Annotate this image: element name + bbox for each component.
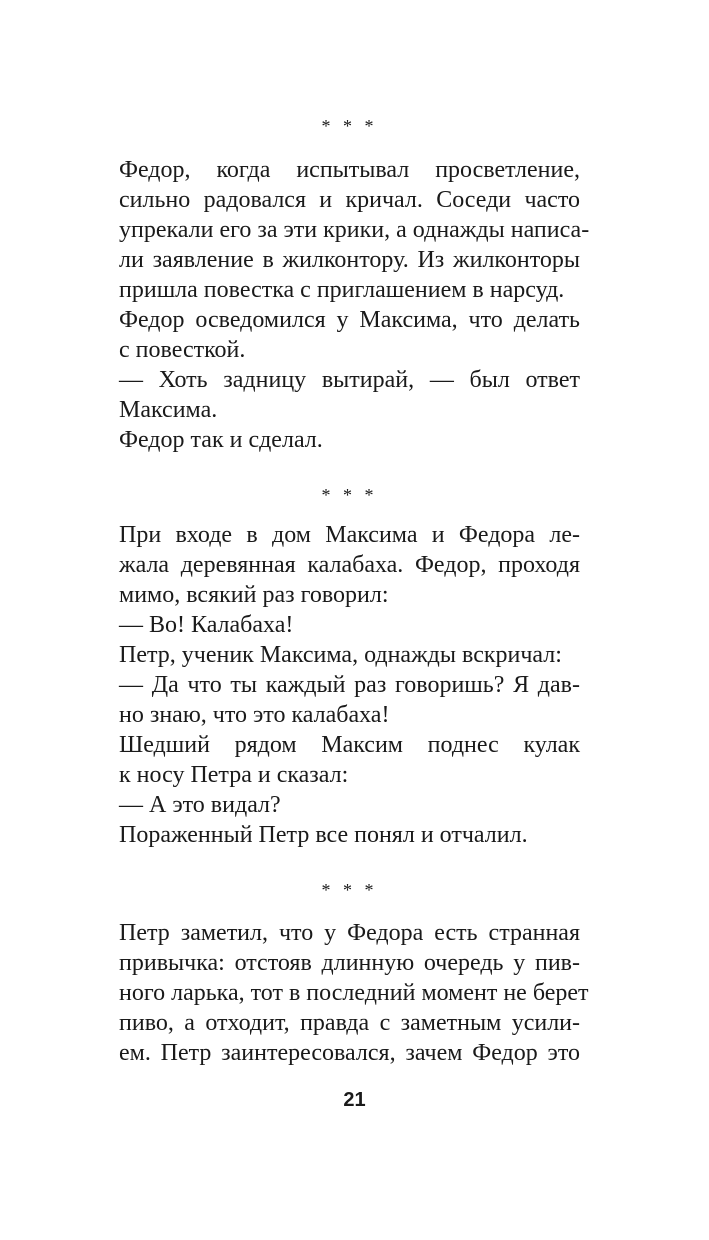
section-3 [119,918,589,1068]
text-line: — Хоть задницу вытирай, — был ответ [119,367,580,393]
text-line: жала деревянная калабаха. Федор, проходя [119,552,580,578]
text-line: упрекали его за эти крики, а однажды написа- [119,217,590,243]
section-separator: * * * [321,116,378,136]
text-line: Федор осведомился у Максима, что делать [119,307,580,333]
text-line: пришла повестка с приглашением в нарсуд. [119,277,565,303]
text-line: с повесткой. [119,337,246,363]
page-number: 21 [343,1089,366,1111]
text-line: ем. Петр заинтересовался, зачем Федор это [119,1040,580,1066]
text-line: При входе в дом Максима и Федора ле- [119,522,580,548]
text-line: ного ларька, тот в последний момент не берет [119,980,589,1006]
text-line: — А это видал? [119,792,281,818]
text-line: Петр заметил, что у Федора есть странная [119,920,580,946]
text-line: мимо, всякий раз говорил: [119,582,389,608]
section-2 [119,520,580,850]
text-line: привычка: отстояв длинную очередь у пив- [119,950,580,976]
section-separator: * * * [321,485,378,505]
text-line: но знаю, что это калабаха! [119,702,390,728]
text-line: Шедший рядом Максим поднес кулак [119,732,580,758]
text-line: Федор, когда испытывал просветление, [119,157,580,183]
text-line: — Во! Калабаха! [119,612,294,638]
text-line: ли заявление в жилконтору. Из жилконторы [119,247,580,273]
text-line: пиво, а отходит, правда с заметным усили- [119,1010,580,1036]
text-line: Петр, ученик Максима, однажды вскричал: [119,642,562,668]
text-line: сильно радовался и кричал. Соседи часто [119,187,580,213]
section-separator: * * * [321,880,378,900]
text-line: к носу Петра и сказал: [119,762,349,788]
text-line: Максима. [119,397,218,423]
text-line: Федор так и сделал. [119,427,323,453]
text-line: — Да что ты каждый раз говоришь? Я дав- [119,672,580,698]
section-1 [119,155,590,455]
text-line: Пораженный Петр все понял и отчалил. [119,822,528,848]
